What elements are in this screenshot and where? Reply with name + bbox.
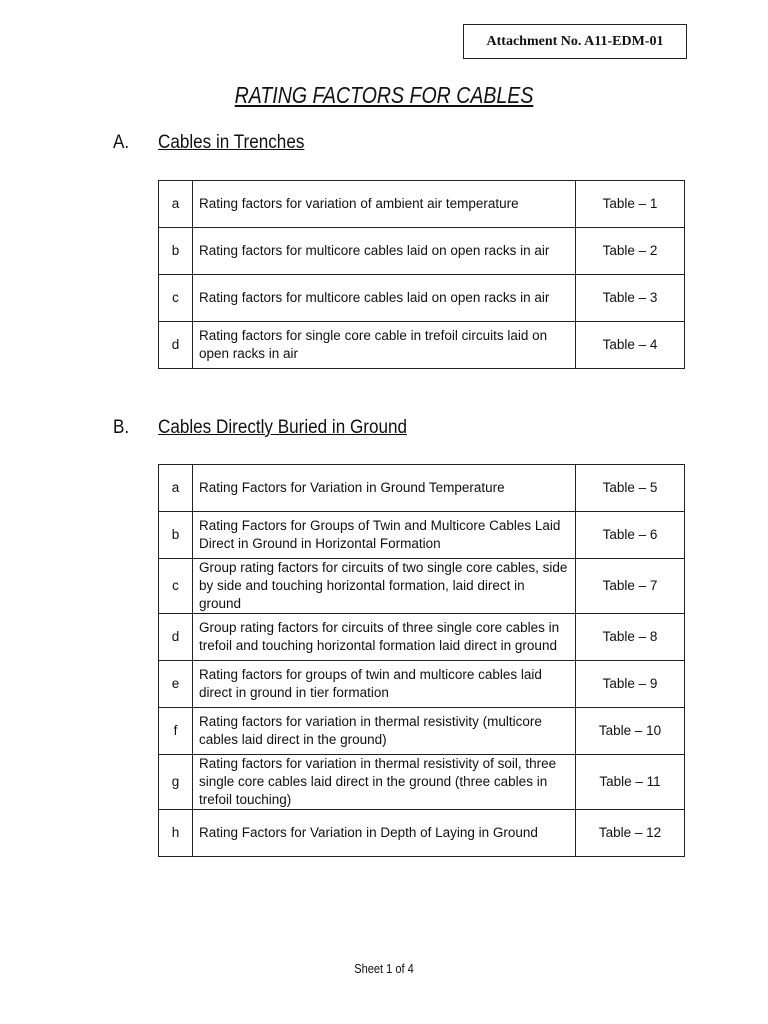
row-table-ref: Table – 1 xyxy=(576,181,685,228)
row-table-ref: Table – 6 xyxy=(576,512,685,559)
section-a-letter: A. xyxy=(113,132,130,153)
row-letter: e xyxy=(159,661,193,708)
row-table-ref: Table – 8 xyxy=(576,614,685,661)
table-row xyxy=(159,559,685,614)
row-table-ref: Table – 9 xyxy=(576,661,685,708)
row-letter: f xyxy=(159,708,193,755)
table-row xyxy=(159,322,685,369)
row-description: Rating factors for groups of twin and multicore cables laid direct in ground in tier formation xyxy=(193,661,576,708)
row-letter: c xyxy=(159,559,193,614)
row-table-ref: Table – 5 xyxy=(576,465,685,512)
row-letter: g xyxy=(159,755,193,810)
row-description: Rating factors for variation in thermal resistivity of soil, three single core cables laid direct in the ground (three cables in trefoil touching) xyxy=(193,755,576,810)
row-description: Rating factors for multicore cables laid on open racks in air xyxy=(193,228,576,275)
row-description: Rating factors for multicore cables laid on open racks in air xyxy=(193,275,576,322)
row-letter: d xyxy=(159,614,193,661)
row-letter: a xyxy=(159,465,193,512)
section-b-heading: Cables Directly Buried in Ground xyxy=(158,417,408,438)
row-description: Rating Factors for Groups of Twin and Multicore Cables Laid Direct in Ground in Horizontal Formation xyxy=(193,512,576,559)
table-row xyxy=(159,181,685,228)
table-row xyxy=(159,810,685,857)
table-row xyxy=(159,614,685,661)
row-table-ref: Table – 12 xyxy=(576,810,685,857)
row-description: Rating factors for single core cable in trefoil circuits laid on open racks in air xyxy=(193,322,576,369)
table-row xyxy=(159,708,685,755)
row-description: Rating factors for variation in thermal resistivity (multicore cables laid direct in the ground) xyxy=(193,708,576,755)
row-letter: d xyxy=(159,322,193,369)
row-letter: b xyxy=(159,228,193,275)
sheet-number: Sheet 1 of 4 xyxy=(354,961,414,976)
cables-in-trenches-table xyxy=(158,180,685,369)
table-row xyxy=(159,228,685,275)
row-description: Group rating factors for circuits of two single core cables, side by side and touching horizontal formation, laid direct in ground xyxy=(193,559,576,614)
row-table-ref: Table – 11 xyxy=(576,755,685,810)
row-description: Rating Factors for Variation in Ground Temperature xyxy=(193,465,576,512)
page-title: RATING FACTORS FOR CABLES xyxy=(234,82,534,108)
row-table-ref: Table – 4 xyxy=(576,322,685,369)
section-a-heading: Cables in Trenches xyxy=(158,132,305,153)
row-table-ref: Table – 7 xyxy=(576,559,685,614)
row-table-ref: Table – 2 xyxy=(576,228,685,275)
row-description: Rating Factors for Variation in Depth of Laying in Ground xyxy=(193,810,576,857)
table-row xyxy=(159,465,685,512)
table-row xyxy=(159,661,685,708)
row-table-ref: Table – 10 xyxy=(576,708,685,755)
row-description: Rating factors for variation of ambient air temperature xyxy=(193,181,576,228)
attachment-number-box: Attachment No. A11-EDM-01 xyxy=(463,24,687,59)
section-b-letter: B. xyxy=(113,417,130,438)
row-description: Group rating factors for circuits of three single core cables in trefoil and touching horizontal formation laid direct in ground xyxy=(193,614,576,661)
row-letter: a xyxy=(159,181,193,228)
row-letter: c xyxy=(159,275,193,322)
row-letter: h xyxy=(159,810,193,857)
table-row xyxy=(159,755,685,810)
cables-buried-in-ground-table xyxy=(158,464,685,857)
table-row xyxy=(159,275,685,322)
row-letter: b xyxy=(159,512,193,559)
table-row xyxy=(159,512,685,559)
row-table-ref: Table – 3 xyxy=(576,275,685,322)
